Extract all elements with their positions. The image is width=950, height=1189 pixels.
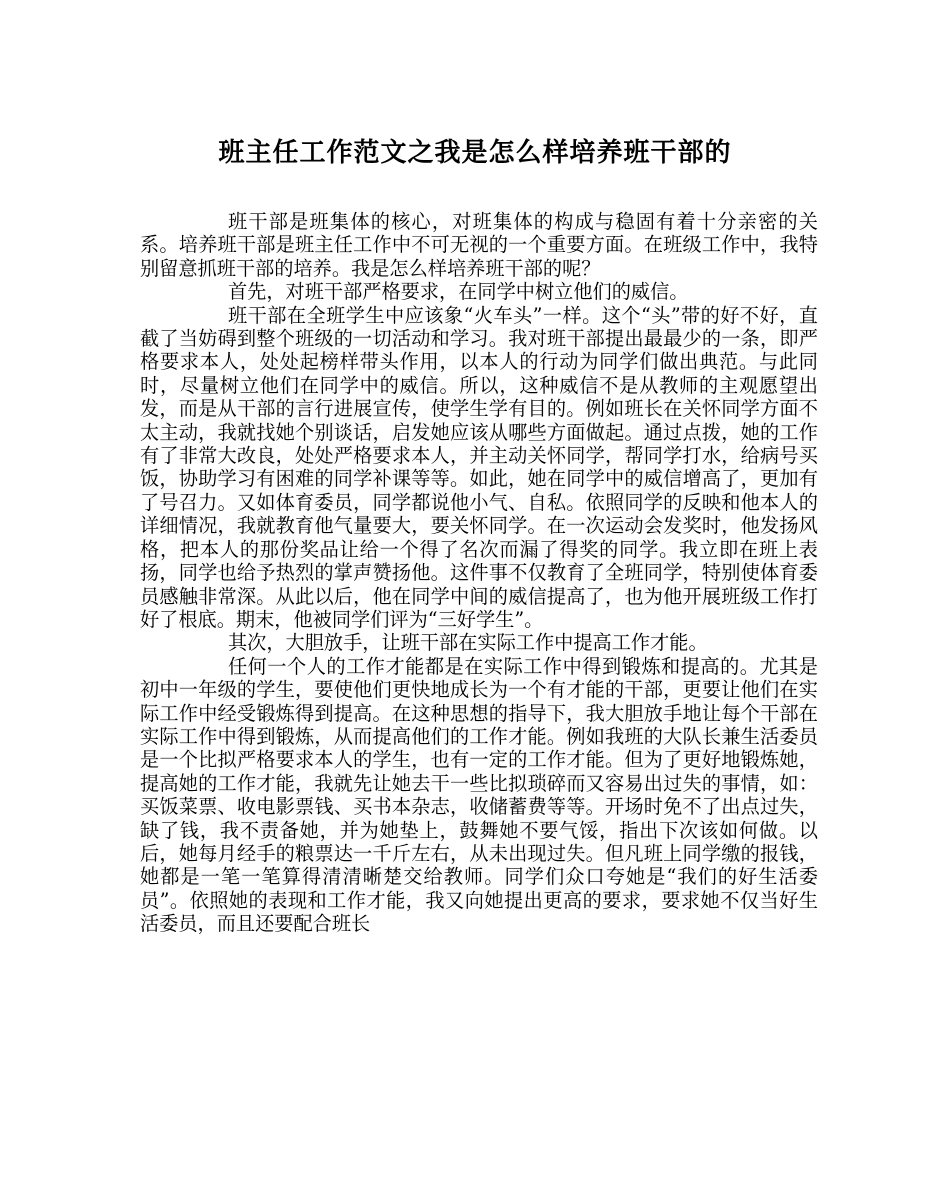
document-title: 班主任工作范文之我是怎么样培养班干部的 — [218, 138, 732, 168]
paragraph-intro: 班干部是班集体的核心，对班集体的构成与稳固有着十分亲密的关系。培养班干部是班主任工作中不可无视的一个重要方面。在班级工作中，我特别留意抓班干部的培养。我是怎么样培养班干部的呢？ — [140, 210, 818, 280]
document-body — [140, 210, 818, 936]
paragraph-second-detail: 任何一个人的工作才能都是在实际工作中得到锻炼和提高的。尤其是初中一年级的学生，要使他们更快地成长为一个有才能的干部，更要让他们在实际工作中经受锻炼得到提高。在这种思想的指导下，我大胆放手地让每个干部在实际工作中得到锻炼，从而提高他们的工作才能。例如我班的大队长兼生活委员是一个比拟严格要求本人的学生，也有一定的工作才能。但为了更好地锻炼她，提高她的工作才能，我就先让她去干一些比拟琐碎而又容易出过失的事情，如：买饭菜票、收电影票钱、买书本杂志，收储蓄费等等。开场时免不了出点过失，缺了钱，我不责备她，并为她垫上，鼓舞她不要气馁，指出下次该如何做。以后，她每月经手的粮票达一千斤左右，从未出现过失。但凡班上同学缴的报钱，她都是一笔一笔算得清清晰楚交给教师。同学们众口夸她是“我们的好生活委员”。依照她的表现和工作才能，我又向她提出更高的要求，要求她不仅当好生活委员，而且还要配合班长 — [140, 654, 818, 936]
paragraph-heading-second: 其次，大胆放手，让班干部在实际工作中提高工作才能。 — [228, 631, 708, 655]
paragraph-first-detail: 班干部在全班学生中应该象“火车头”一样。这个“头”带的好不好，直截了当妨碍到整个班级的一切活动和学习。我对班干部提出最最少的一条，即严格要求本人，处处起榜样带头作用，以本人的行动为同学们做出典范。与此同时，尽量树立他们在同学中的威信。所以，这种威信不是从教师的主观愿望出发，而是从干部的言行进展宣传，使学生学有目的。例如班长在关怀同学方面不太主动，我就找她个别谈话，启发她应该从哪些方面做起。通过点拨，她的工作有了非常大改良，处处严格要求本人，并主动关怀同学，帮同学打水，给病号买饭，协助学习有困难的同学补课等等。如此，她在同学中的威信增高了，更加有了号召力。又如体育委员，同学都说他小气、自私。依照同学的反映和他本人的详细情况，我就教育他气量要大，要关怀同学。在一次运动会发奖时，他发扬风格，把本人的那份奖品让给一个得了名次而漏了得奖的同学。我立即在班上表扬，同学也给予热烈的掌声赞扬他。这件事不仅教育了全班同学，特别使体育委员感触非常深。从此以后，他在同学中间的威信提高了，也为他开展班级工作打好了根底。期末，他被同学们评为“三好学生”。 — [140, 303, 818, 631]
paragraph-heading-first: 首先，对班干部严格要求，在同学中树立他们的威信。 — [228, 280, 689, 304]
